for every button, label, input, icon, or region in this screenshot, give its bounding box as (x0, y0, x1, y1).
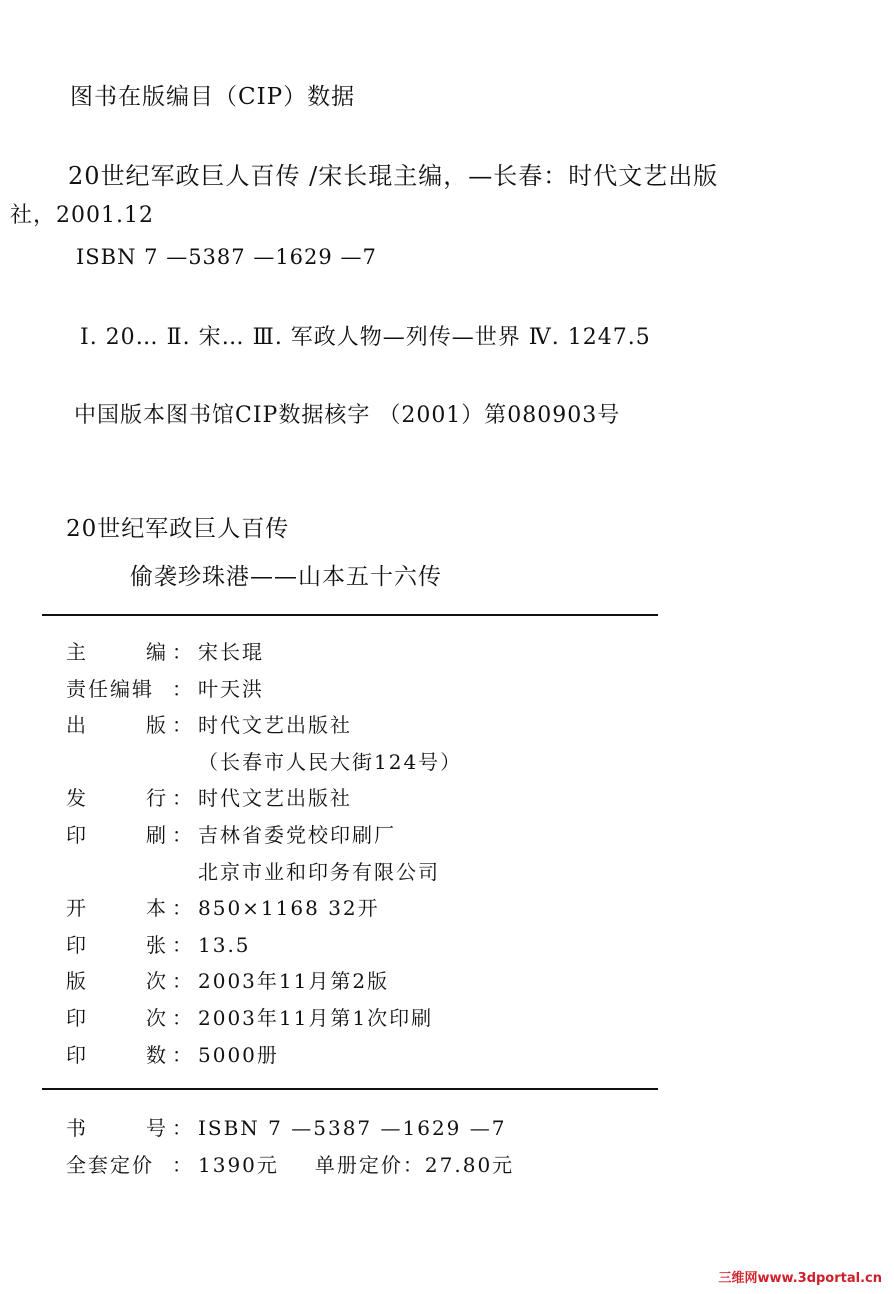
set-price-label: 全套定价 (66, 1152, 154, 1177)
label-char: 本 (146, 896, 168, 921)
colon: ： (172, 1042, 194, 1067)
sheets-value: 13.5 (198, 932, 251, 957)
cip-entry-line2: 社，2001.12 (10, 203, 154, 228)
format-value: 850×1168 32开 (198, 896, 380, 921)
print-run-value: 5000册 (198, 1042, 279, 1067)
printing-value: 2003年11月第1次印刷 (198, 1005, 434, 1030)
label-char: 印 (66, 1042, 88, 1067)
label-char: 刷 (146, 822, 168, 847)
series-title: 20世纪军政巨人百传 (66, 516, 290, 542)
top-divider (42, 614, 658, 616)
label-char: 印 (66, 932, 88, 957)
label-char: 号 (146, 1116, 168, 1140)
book-title: 偷袭珍珠港——山本五十六传 (130, 564, 442, 590)
bottom-divider (42, 1088, 658, 1090)
colon: ： (402, 1152, 425, 1177)
publisher-value: 时代文艺出版社 (198, 713, 352, 738)
label-char: 出 (66, 713, 88, 738)
label-char: 次 (146, 969, 168, 994)
colon: ： (172, 896, 194, 921)
colon: ： (172, 640, 194, 664)
label-char: 主 (66, 640, 88, 664)
label-char: 数 (146, 1042, 168, 1067)
label-char: 次 (146, 1005, 168, 1030)
single-price-label: 单册定价 (314, 1152, 403, 1177)
colon: ： (172, 822, 194, 847)
label-char: 张 (146, 932, 168, 957)
responsible-editor-value: 叶天洪 (198, 676, 264, 701)
label-char: 版 (66, 969, 88, 994)
site-watermark: 三维网www.3dportal.cn (718, 1271, 882, 1286)
cip-isbn: ISBN 7 —5387 —1629 —7 (76, 245, 377, 269)
price-values (198, 1153, 514, 1177)
printer-value: 吉林省委党校印刷厂 (198, 822, 396, 847)
edition-value: 2003年11月第2版 (198, 969, 390, 994)
label-char: 书 (66, 1116, 88, 1140)
cip-entry-line1: 20世纪军政巨人百传 /宋长琨主编，—长春：时代文艺出版 (68, 162, 719, 190)
distributor-value: 时代文艺出版社 (198, 786, 352, 811)
colon: ： (172, 1152, 194, 1177)
printer-value-2: 北京市业和印务有限公司 (198, 859, 440, 884)
colon: ： (172, 932, 194, 957)
label-char: 版 (146, 713, 168, 738)
colon: ： (172, 969, 194, 994)
label-char: 编 (146, 640, 168, 664)
label-char: 行 (146, 786, 168, 811)
colon: ： (172, 1116, 194, 1140)
colon: ： (172, 713, 194, 738)
book-number-value: ISBN 7 —5387 —1629 —7 (198, 1116, 507, 1140)
cip-classification: Ⅰ. 20… Ⅱ. 宋… Ⅲ. 军政人物—列传—世界 Ⅳ. 1247.5 (80, 325, 651, 350)
publisher-address: （长春市人民大街124号） (198, 749, 463, 774)
set-price-value: 1390元 (198, 1152, 279, 1177)
label-char: 发 (66, 786, 88, 811)
colon: ： (172, 786, 194, 811)
label-char: 印 (66, 822, 88, 847)
colon: ： (172, 1005, 194, 1030)
editor-value: 宋长琨 (198, 640, 264, 664)
label-char: 印 (66, 1005, 88, 1030)
cip-verification: 中国版本图书馆CIP数据核字 （2001）第080903号 (74, 403, 621, 428)
single-price-value: 27.80元 (424, 1152, 515, 1177)
label-char: 开 (66, 896, 88, 921)
colon: ： (172, 676, 194, 701)
label: 责任编辑 (66, 676, 154, 701)
cip-title: 图书在版编目（CIP）数据 (70, 84, 356, 110)
